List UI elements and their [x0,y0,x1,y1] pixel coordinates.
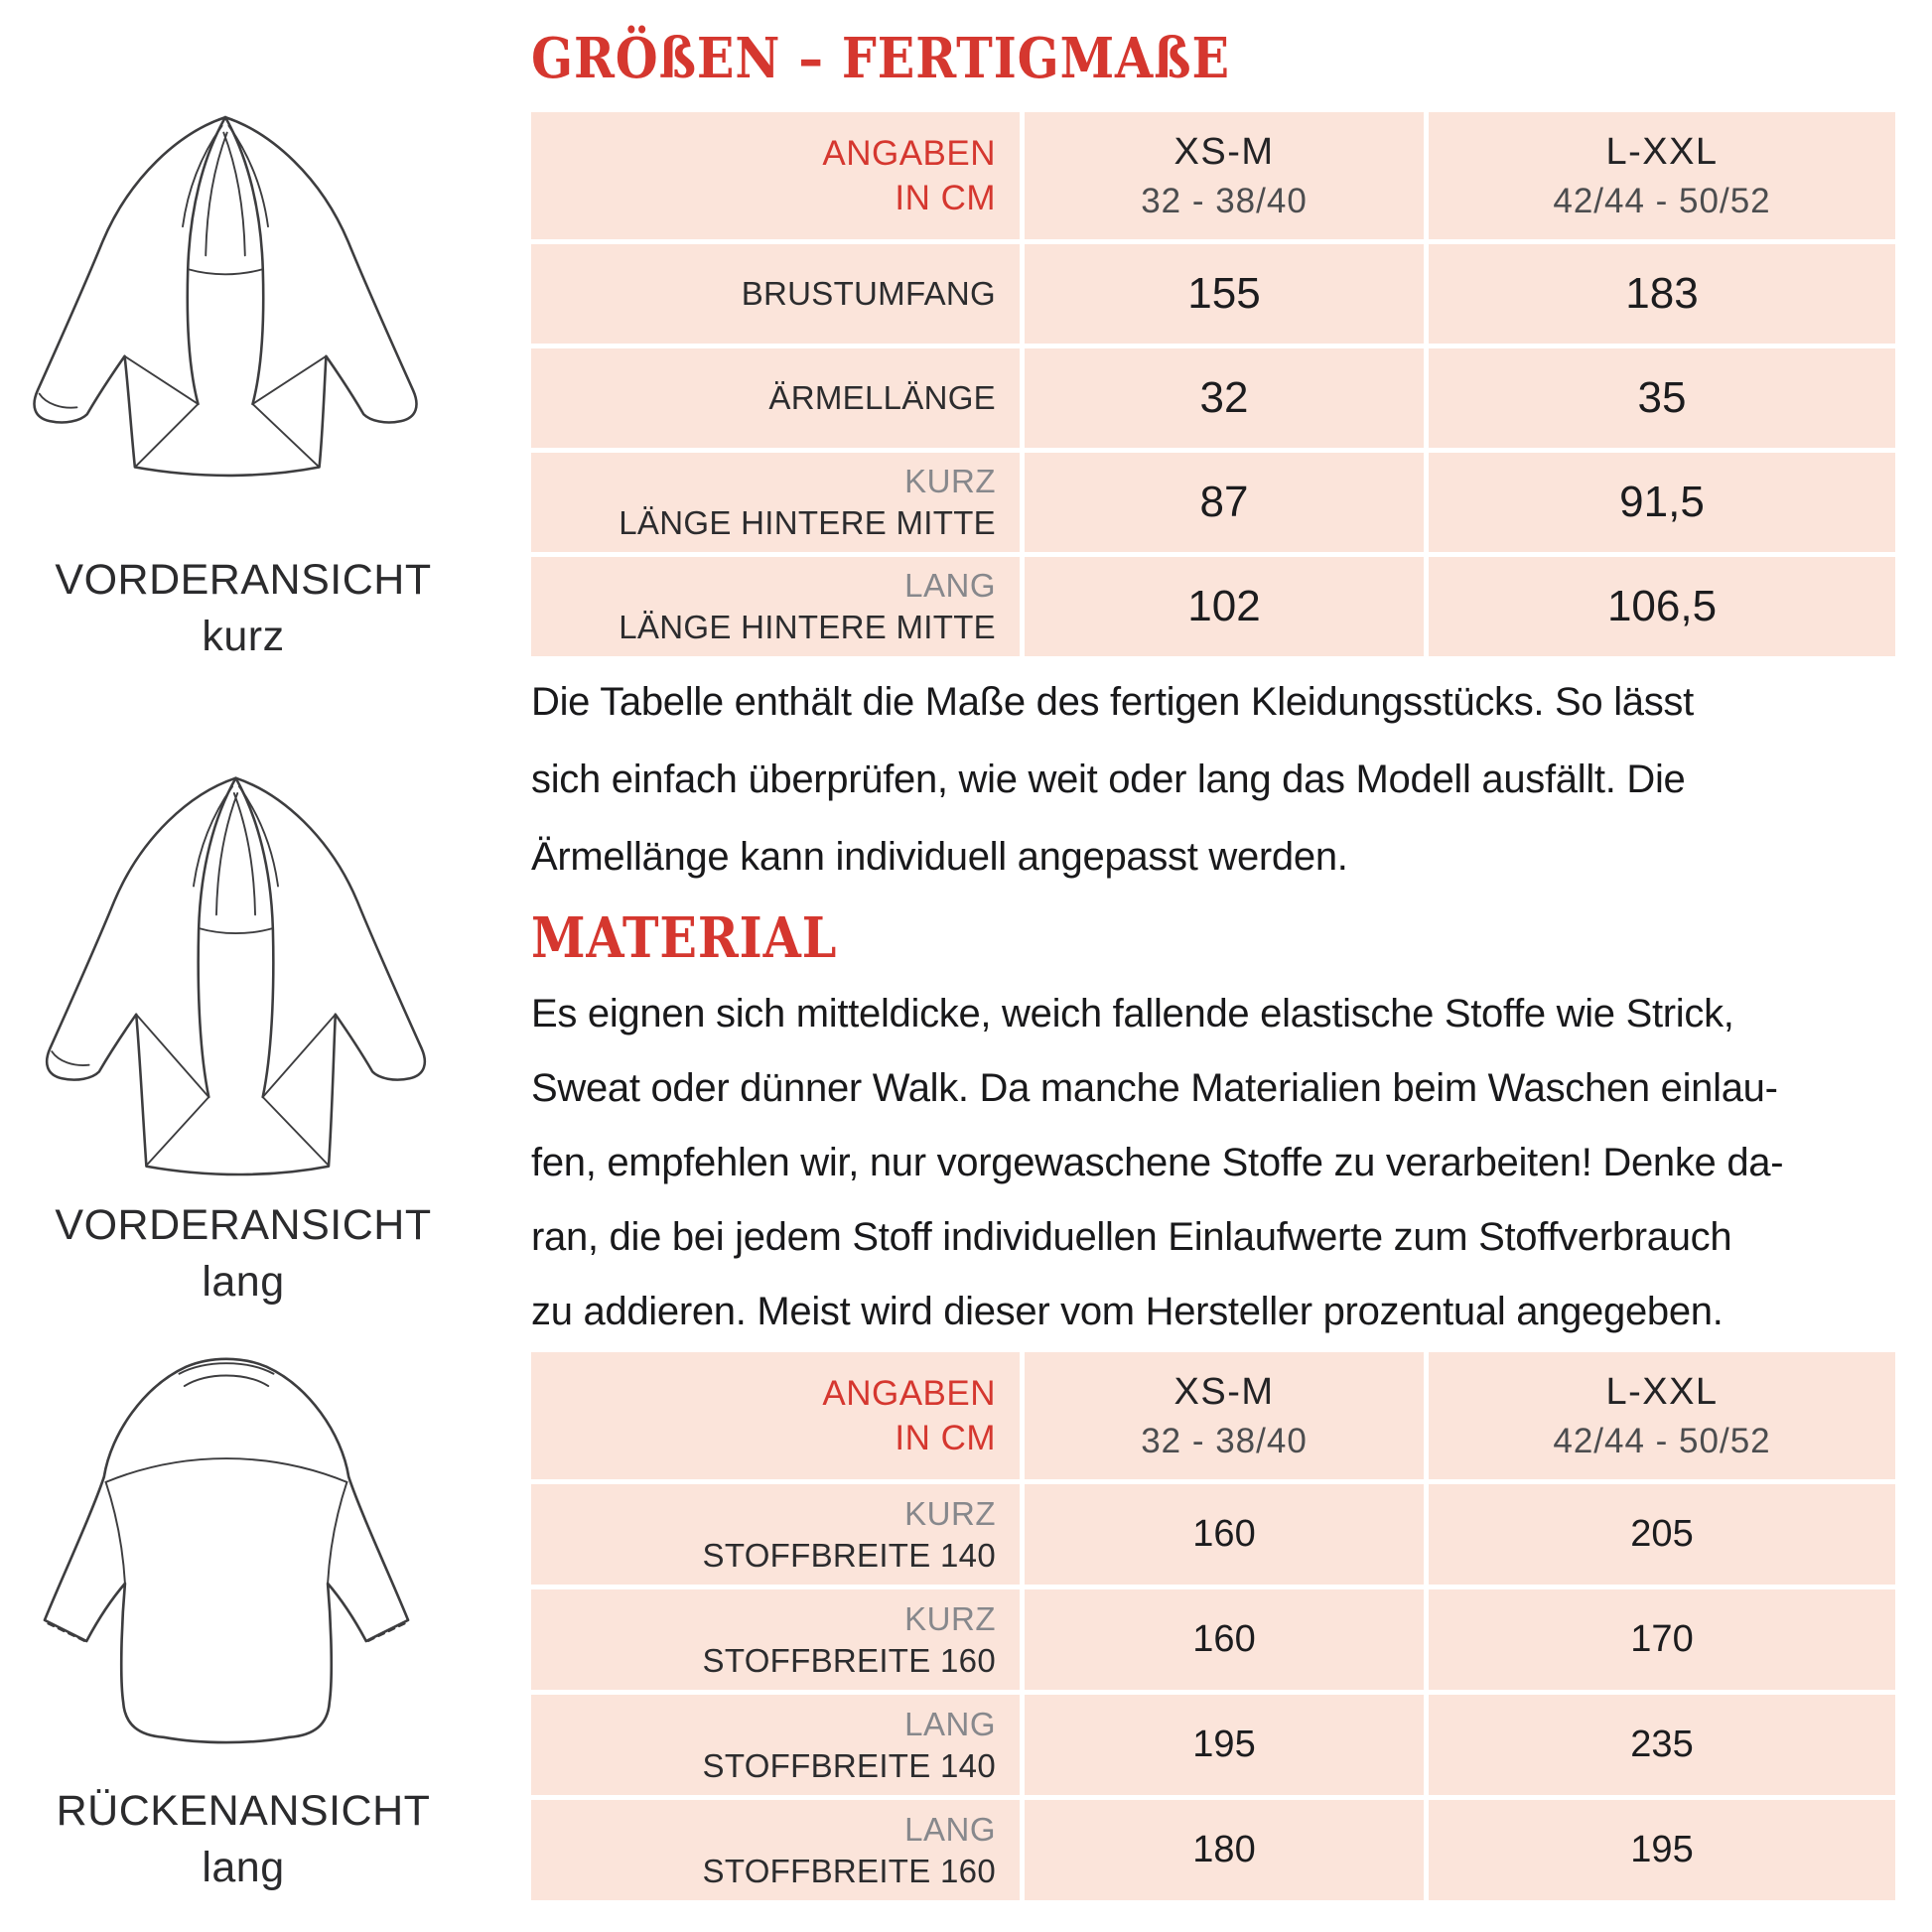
material-note-line: fen, empfehlen wir, nur vorgewaschene Stoffe zu verarbeiten! Denke da- [531,1141,1784,1184]
table-cell-value: 183 [1429,244,1895,344]
table-cell-value: 170 [1429,1589,1895,1690]
table-cell-value: 87 [1025,453,1424,552]
material-note-line: zu addieren. Meist wird dieser vom Hersteller prozentual angegeben. [531,1290,1724,1333]
table-cell-value: 102 [1025,557,1424,656]
table-row-label: KURZ STOFFBREITE 160 [531,1589,1020,1690]
caption-front-long [25,1197,462,1311]
material-note-line: ran, die bei jedem Stoff individuellen Einlaufwerte zum Stoffverbrauch [531,1215,1732,1259]
sizes-heading: GRÖßEN – FERTIGMAßE [531,26,1230,91]
sizes-table-header-size2: L-XXL 42/44 - 50/52 [1429,112,1895,239]
table-row-label: LANG STOFFBREITE 140 [531,1695,1020,1795]
sizes-note-line: sich einfach überprüfen, wie weit oder lang das Modell ausfällt. Die [531,758,1686,801]
sizes-note-line: Ärmellänge kann individuell angepasst werden. [531,835,1348,879]
sizes-table-header-size1: XS-M 32 - 38/40 [1025,112,1424,239]
table-row-label: KURZ LÄNGE HINTERE MITTE [531,453,1020,552]
material-note-line: Sweat oder dünner Walk. Da manche Materialien beim Waschen einlau- [531,1066,1778,1110]
table-cell-value: 91,5 [1429,453,1895,552]
caption-front-short-variant: kurz [202,613,285,660]
sizes-table [531,112,1895,656]
fabric-table-header-size2: L-XXL 42/44 - 50/52 [1429,1352,1895,1479]
table-cell-value: 235 [1429,1695,1895,1795]
fabric-table [531,1352,1895,1900]
table-row-label: LANG LÄNGE HINTERE MITTE [531,557,1020,656]
table-cell-value: 155 [1025,244,1424,344]
caption-back-long-variant: lang [202,1844,285,1891]
table-cell-value: 32 [1025,348,1424,448]
table-cell-value: 160 [1025,1484,1424,1585]
sizes-note [531,663,1694,896]
table-row-label: KURZ STOFFBREITE 140 [531,1484,1020,1585]
garment-front-long-drawing [25,743,447,1181]
fabric-table-header-size1: XS-M 32 - 38/40 [1025,1352,1424,1479]
table-cell-value: 160 [1025,1589,1424,1690]
table-cell-value: 195 [1025,1695,1424,1795]
table-cell-value: 180 [1025,1800,1424,1900]
table-cell-value: 106,5 [1429,557,1895,656]
caption-back-long-title: RÜCKENANSICHT [56,1787,431,1835]
fabric-table-header-label: ANGABEN IN CM [531,1352,1020,1479]
caption-front-long-title: VORDERANSICHT [55,1201,432,1249]
material-heading: MATERIAL [531,905,838,971]
material-note-line: Es eignen sich mitteldicke, weich fallende elastische Stoffe wie Strick, [531,992,1734,1035]
material-note [531,977,1783,1349]
sizes-note-line: Die Tabelle enthält die Maße des fertigen Kleidungsstücks. So lässt [531,680,1694,724]
caption-front-short-title: VORDERANSICHT [55,556,432,604]
caption-back-long [25,1783,462,1896]
table-row-label: ÄRMELLÄNGE [531,348,1020,448]
table-cell-value: 205 [1429,1484,1895,1585]
sizes-table-header-label: ANGABEN IN CM [531,112,1020,239]
table-cell-value: 35 [1429,348,1895,448]
table-cell-value: 195 [1429,1800,1895,1900]
caption-front-short [25,552,462,665]
garment-back-long-drawing [8,1335,445,1772]
garment-front-short-drawing [12,81,439,483]
table-row-label: BRUSTUMFANG [531,244,1020,344]
caption-front-long-variant: lang [202,1258,285,1306]
table-row-label: LANG STOFFBREITE 160 [531,1800,1020,1900]
